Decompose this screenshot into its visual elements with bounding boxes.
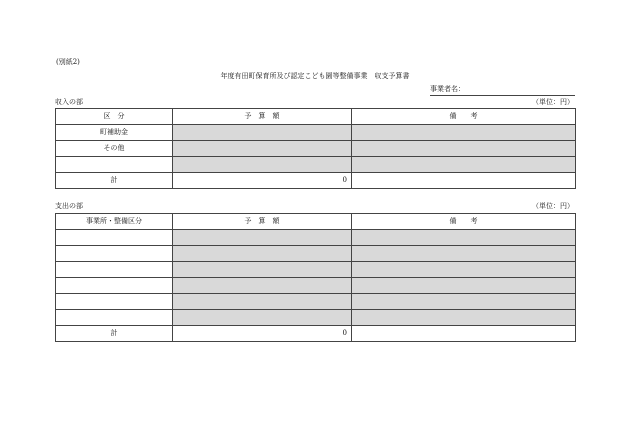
income-row-label[interactable] xyxy=(56,157,173,173)
table-row xyxy=(56,230,576,246)
table-row xyxy=(56,262,576,278)
table-row xyxy=(56,246,576,262)
expense-header-amount: 予 算 額 xyxy=(173,214,352,230)
expense-row-label[interactable] xyxy=(56,262,173,278)
income-amount-cell[interactable] xyxy=(173,125,352,141)
income-header-amount: 予 算 額 xyxy=(173,109,352,125)
expense-remarks-cell[interactable] xyxy=(352,246,576,262)
expense-table xyxy=(55,213,576,342)
expense-header-row xyxy=(56,214,576,230)
income-table xyxy=(55,108,576,189)
income-total-amount: 0 xyxy=(173,173,352,189)
expense-remarks-cell[interactable] xyxy=(352,310,576,326)
expense-total-row xyxy=(56,326,576,342)
table-row xyxy=(56,125,576,141)
expense-header-category: 事業所・整備区分 xyxy=(56,214,173,230)
expense-row-label[interactable] xyxy=(56,310,173,326)
operator-label: 事業者名： xyxy=(430,85,465,93)
expense-unit: （単位：円） xyxy=(532,202,574,210)
expense-amount-cell[interactable] xyxy=(173,294,352,310)
expense-row-label[interactable] xyxy=(56,294,173,310)
income-heading: 収入の部 xyxy=(55,98,83,106)
operator-name-underline xyxy=(430,95,575,96)
income-header-row xyxy=(56,109,576,125)
income-row-label: その他 xyxy=(56,141,173,157)
income-total-row xyxy=(56,173,576,189)
income-remarks-cell[interactable] xyxy=(352,141,576,157)
expense-total-amount: 0 xyxy=(173,326,352,342)
income-total-label: 計 xyxy=(56,173,173,189)
document-title: 年度有田町保育所及び認定こども園等整備事業 収支予算書 xyxy=(220,72,410,80)
table-row xyxy=(56,141,576,157)
expense-remarks-cell[interactable] xyxy=(352,294,576,310)
expense-amount-cell[interactable] xyxy=(173,278,352,294)
expense-amount-cell[interactable] xyxy=(173,230,352,246)
income-row-label: 町補助金 xyxy=(56,125,173,141)
expense-amount-cell[interactable] xyxy=(173,310,352,326)
expense-row-label[interactable] xyxy=(56,230,173,246)
expense-row-label[interactable] xyxy=(56,278,173,294)
income-header-remarks: 備 考 xyxy=(352,109,576,125)
income-remarks-cell[interactable] xyxy=(352,125,576,141)
income-amount-cell[interactable] xyxy=(173,141,352,157)
income-header-category: 区 分 xyxy=(56,109,173,125)
table-row xyxy=(56,294,576,310)
income-unit: （単位：円） xyxy=(532,98,574,106)
expense-amount-cell[interactable] xyxy=(173,246,352,262)
attachment-label: (別紙2) xyxy=(56,58,80,66)
income-total-remarks[interactable] xyxy=(352,173,576,189)
expense-remarks-cell[interactable] xyxy=(352,230,576,246)
table-row xyxy=(56,157,576,173)
expense-remarks-cell[interactable] xyxy=(352,278,576,294)
table-row xyxy=(56,310,576,326)
table-row xyxy=(56,278,576,294)
expense-row-label[interactable] xyxy=(56,246,173,262)
expense-amount-cell[interactable] xyxy=(173,262,352,278)
expense-header-remarks: 備 考 xyxy=(352,214,576,230)
expense-remarks-cell[interactable] xyxy=(352,262,576,278)
expense-total-remarks[interactable] xyxy=(352,326,576,342)
expense-total-label: 計 xyxy=(56,326,173,342)
income-amount-cell[interactable] xyxy=(173,157,352,173)
income-remarks-cell[interactable] xyxy=(352,157,576,173)
expense-heading: 支出の部 xyxy=(55,202,83,210)
